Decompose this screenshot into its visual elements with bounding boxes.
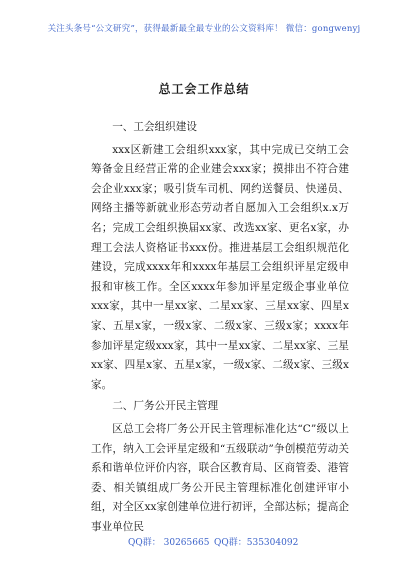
page-title: 总工会工作总结: [158, 82, 250, 96]
document-body: [91, 118, 349, 537]
header-banner: 关注头条号“公文研究”，获得最新最全最专业的公文资料库！ 微信：gongwenyj: [47, 24, 361, 34]
section-paragraph-management: 区总工会将厂务公开民主管理标准化达“C”级以上工作，纳入工会评星定级和“五级联动”争创模范劳动关系和谐单位评价内容，联合区教育局、区商管委、港管委、相关镇组成厂务公开民主管理标准化创建评审小组，对全区xx家创建单位进行初评，全部达标；提高企事业单位民: [91, 422, 349, 533]
footer-qq-group-1: QQ群： 30265665: [128, 538, 210, 548]
section-paragraph-organization: xxx区新建工会组织xxx家，其中完成已交纳工会筹备金且经营正常的企业建会xxx家；摸排出不符合建会企业xxx家；吸引货车司机、网约送餐员、快递员、网络主播等新就业形态劳动者自愿加入工会组织x.x万名；完成工会组织换届xx家、改选xx家、更名x家，办理工会法人资格证书xxx份。推进基层工会组织规范化建设，完成xxxx年和xxxx年基层工会组织评星定级申报和审核工作。全区xxxx年参加评星定级企事业单位xxx家，其中一星xx家、二星xx家、三星xx家、四星x家、五星x家，一级x家、二级x家、三级x家；xxxx年参加评星定级xxx家，其中一星xx家、二星xx家、三星xx家、四星x家、五星x家，一级x家、二级x家、三级x家。: [91, 143, 349, 391]
section-heading-organization: 一、工会组织建设: [112, 121, 197, 133]
footer-qq-group-2: QQ群：535304092: [214, 538, 299, 548]
section-heading-management: 二、厂务公开民主管理: [112, 400, 219, 413]
